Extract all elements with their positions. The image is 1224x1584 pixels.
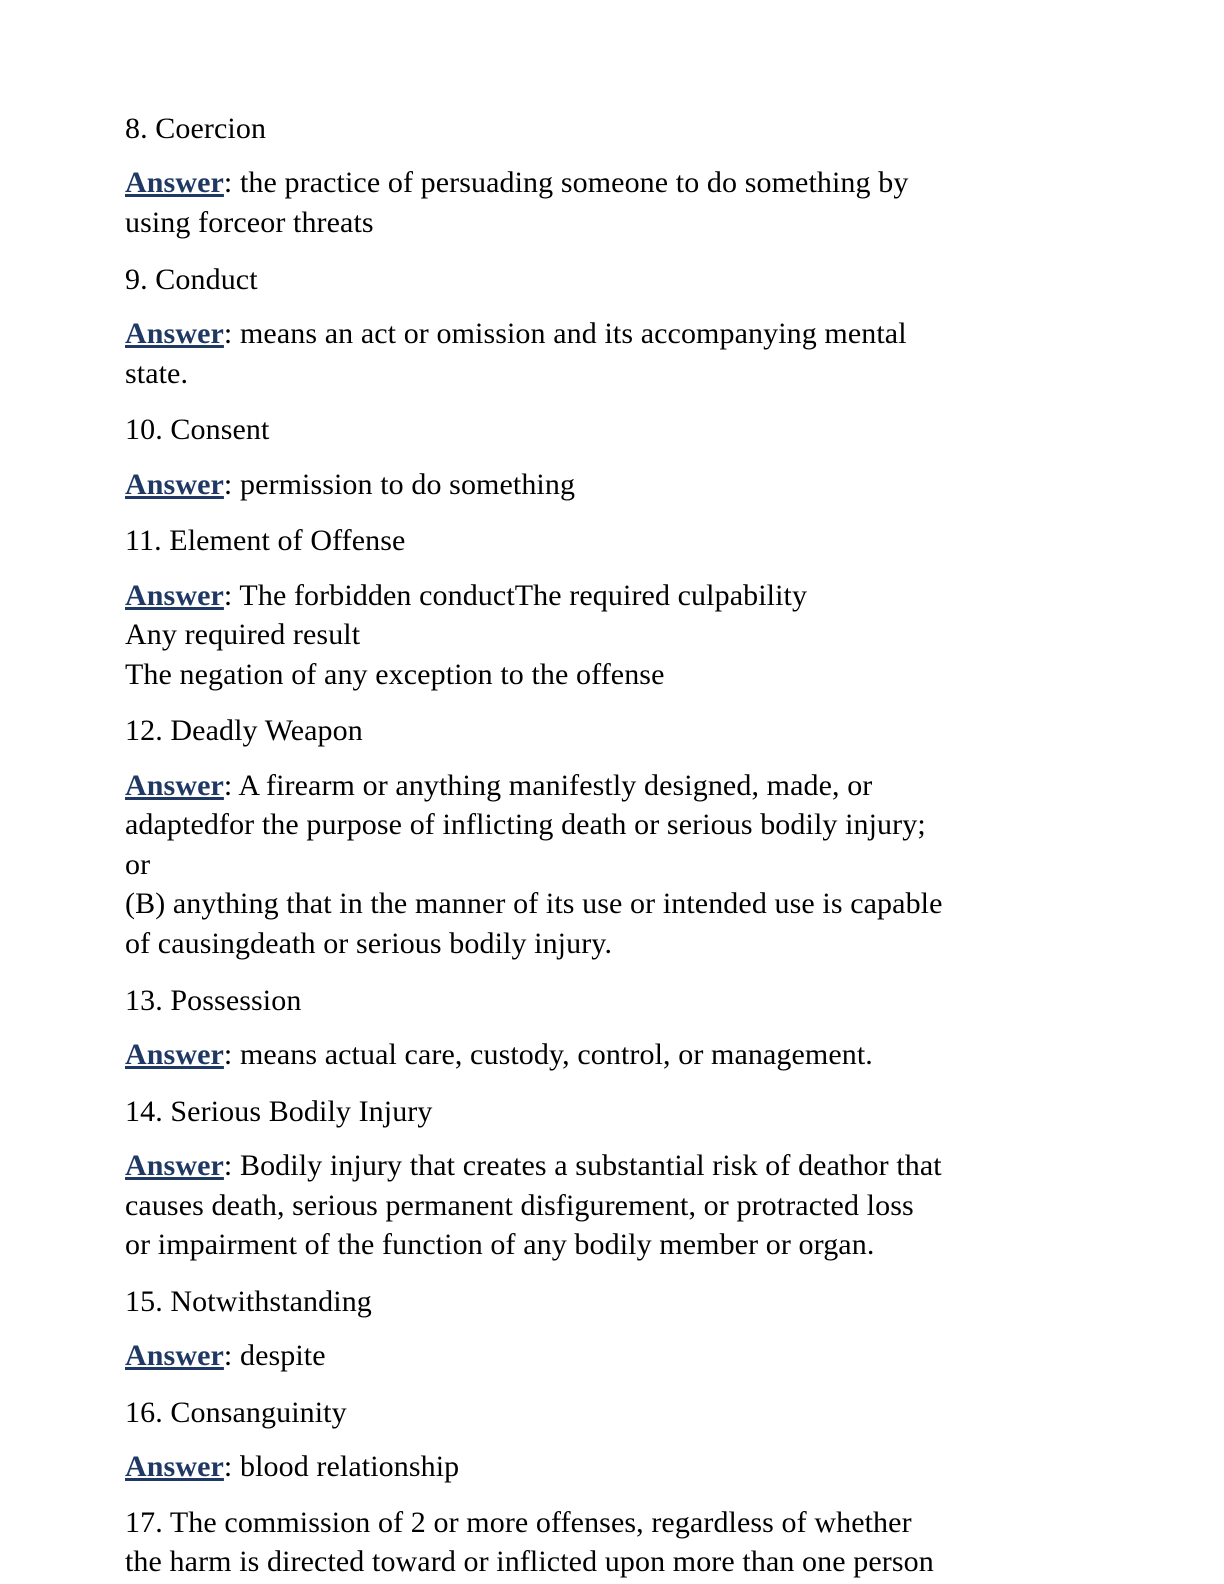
answer-line: means actual care, custody, control, or management. [239,1038,873,1072]
answer-label: Answer [125,768,224,802]
answer-label: Answer [125,1149,224,1183]
answer-label: Answer [125,316,224,350]
trailing-line: the harm is directed toward or inflicted upon more than one person [125,1545,934,1579]
answer-line: Any required result [125,618,361,652]
question-text: 15. Notwithstanding [125,1284,372,1318]
answer-line: The forbidden conductThe required culpability [239,578,808,612]
question-text: 11. Element of Offense [125,524,406,558]
answer-separator: : [223,316,240,350]
qa-block [125,1091,1099,1265]
answer-line: state. [125,356,189,390]
answer-separator: : [223,768,239,802]
answer-line: blood relationship [239,1450,460,1484]
qa-block [125,980,1099,1075]
question-text: 12. Deadly Weapon [125,714,363,748]
trailing-line: 17. The commission of 2 or more offenses, regardless of whether [125,1505,912,1539]
answer-separator: : [223,1450,240,1484]
answer-separator: : [223,467,240,501]
answer-line: permission to do something [239,467,576,501]
answer-line: using forceor threats [125,205,374,239]
answer-line: causes death, serious permanent disfigurement, or protracted loss [125,1188,914,1222]
answer-line: despite [239,1339,326,1373]
question-text: 14. Serious Bodily Injury [125,1094,433,1128]
answer-line: the practice of persuading someone to do something by [239,166,909,200]
qa-block [125,259,1099,394]
answer-text [125,1035,1099,1075]
answer-separator: : [223,578,240,612]
answer-label: Answer [125,467,224,501]
answer-label: Answer [125,1038,224,1072]
answer-separator: : [223,166,240,200]
qa-block [125,710,1099,963]
answer-line: of causingdeath or serious bodily injury. [125,927,613,961]
question-text: 8. Coercion [125,112,267,145]
answer-label: Answer [125,578,224,612]
qa-block [125,1392,1099,1487]
answer-line: means an act or omission and its accompanying mental [239,316,907,350]
answer-text [125,314,1099,393]
answer-text [125,465,1099,505]
trailing-text [125,1503,1099,1582]
answer-text [125,163,1099,242]
question-text: 10. Consent [125,413,270,447]
qa-entries-container [125,108,1099,1487]
answer-line: adaptedfor the purpose of inflicting death or serious bodily injury; [125,808,926,842]
answer-label: Answer [125,1450,224,1484]
answer-line: or [125,847,151,881]
question-text: 9. Conduct [125,262,258,296]
qa-block [125,108,1099,243]
answer-text [125,1336,1099,1376]
answer-label: Answer [125,166,224,200]
answer-separator: : [223,1038,240,1072]
question-text: 13. Possession [125,983,302,1017]
answer-label: Answer [125,1339,224,1373]
answer-line: (B) anything that in the manner of its use or intended use is capable [125,887,943,921]
answer-line: A firearm or anything manifestly designed, made, or [238,768,873,802]
qa-block [125,520,1099,694]
qa-block [125,1281,1099,1376]
answer-text [125,1447,1099,1487]
question-text: 16. Consanguinity [125,1395,347,1429]
answer-text [125,766,1099,964]
answer-line: Bodily injury that creates a substantial risk of deathor that [239,1149,942,1183]
answer-line: The negation of any exception to the offense [125,657,665,691]
answer-text [125,1146,1099,1265]
trailing-paragraph [125,1503,1099,1582]
qa-block [125,409,1099,504]
answer-separator: : [223,1339,240,1373]
answer-separator: : [223,1149,240,1183]
answer-text [125,576,1099,695]
answer-line: or impairment of the function of any bodily member or organ. [125,1228,875,1262]
